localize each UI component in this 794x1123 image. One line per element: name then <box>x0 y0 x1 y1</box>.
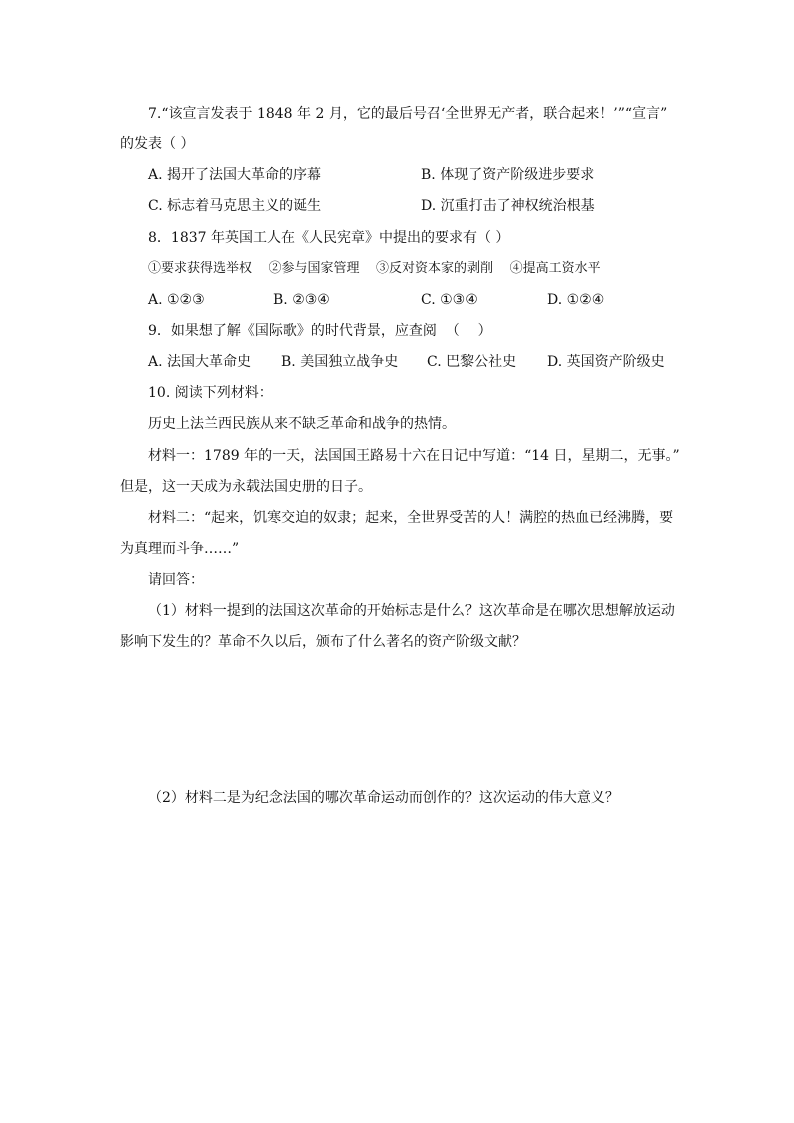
q10-stem: 10. 阅读下列材料： <box>148 385 273 401</box>
q9-option-c: C. 巴黎公社史 <box>427 354 517 370</box>
q7-option-c: C. 标志着马克思主义的诞生 <box>148 198 322 214</box>
q7-option-a: A. 揭开了法国大革命的序幕 <box>148 167 322 183</box>
material-1-line1: 材料一：1789 年的一天，法国国王路易十六在日记中写道：“14 日，星期二，无事。” <box>148 448 680 464</box>
q8-stem: 8．1837 年英国工人在《人民宪章》中提出的要求有（ ） <box>148 230 510 246</box>
q8-option-a: A. ①②③ <box>148 292 205 308</box>
material-1-line2: 但是，这一天成为永载法国史册的日子。 <box>120 479 372 495</box>
q7-option-b: B. 体现了资产阶级进步要求 <box>421 167 595 183</box>
q9-option-d: D. 英国资产阶级史 <box>547 354 665 370</box>
material-2-line2: 为真理而斗争……” <box>120 541 240 557</box>
q8-option-c: C. ①③④ <box>421 292 478 308</box>
q8-option-b: B. ②③④ <box>273 292 330 308</box>
sub-question-1-line1: （1）材料一提到的法国这次革命的开始标志是什么？这次革命是在哪次思想解放运动 <box>148 603 675 619</box>
q7-stem-line2: 的发表（ ） <box>120 136 195 152</box>
sub-question-1-line2: 影响下发生的？革命不久以后，颁布了什么著名的资产阶级文献？ <box>120 634 526 650</box>
q10-intro: 历史上法兰西民族从来不缺乏革命和战争的热情。 <box>148 416 456 432</box>
q8-items: ①要求获得选举权 ②参与国家管理 ③反对资本家的剥削 ④提高工资水平 <box>148 261 601 276</box>
q8-option-d: D. ①②④ <box>547 292 605 308</box>
q7-stem-line1: 7.“该宣言发表于 1848 年 2 月，它的最后号召‘全世界无产者，联合起来！’”“宣言” <box>148 106 668 122</box>
q9-option-b: B. 美国独立战争史 <box>281 354 399 370</box>
q9-stem: 9．如果想了解《国际歌》的时代背景，应查阅 （ ） <box>148 323 492 339</box>
q9-option-a: A. 法国大革命史 <box>148 354 252 370</box>
material-2-line1: 材料二：“起来，饥寒交迫的奴隶；起来，全世界受苦的人！满腔的热血已经沸腾，要 <box>148 510 674 526</box>
sub-question-2: （2）材料二是为纪念法国的哪次革命运动而创作的？这次运动的伟大意义？ <box>148 790 619 806</box>
answer-prompt: 请回答： <box>148 572 204 588</box>
q7-option-d: D. 沉重打击了神权统治根基 <box>421 198 595 214</box>
